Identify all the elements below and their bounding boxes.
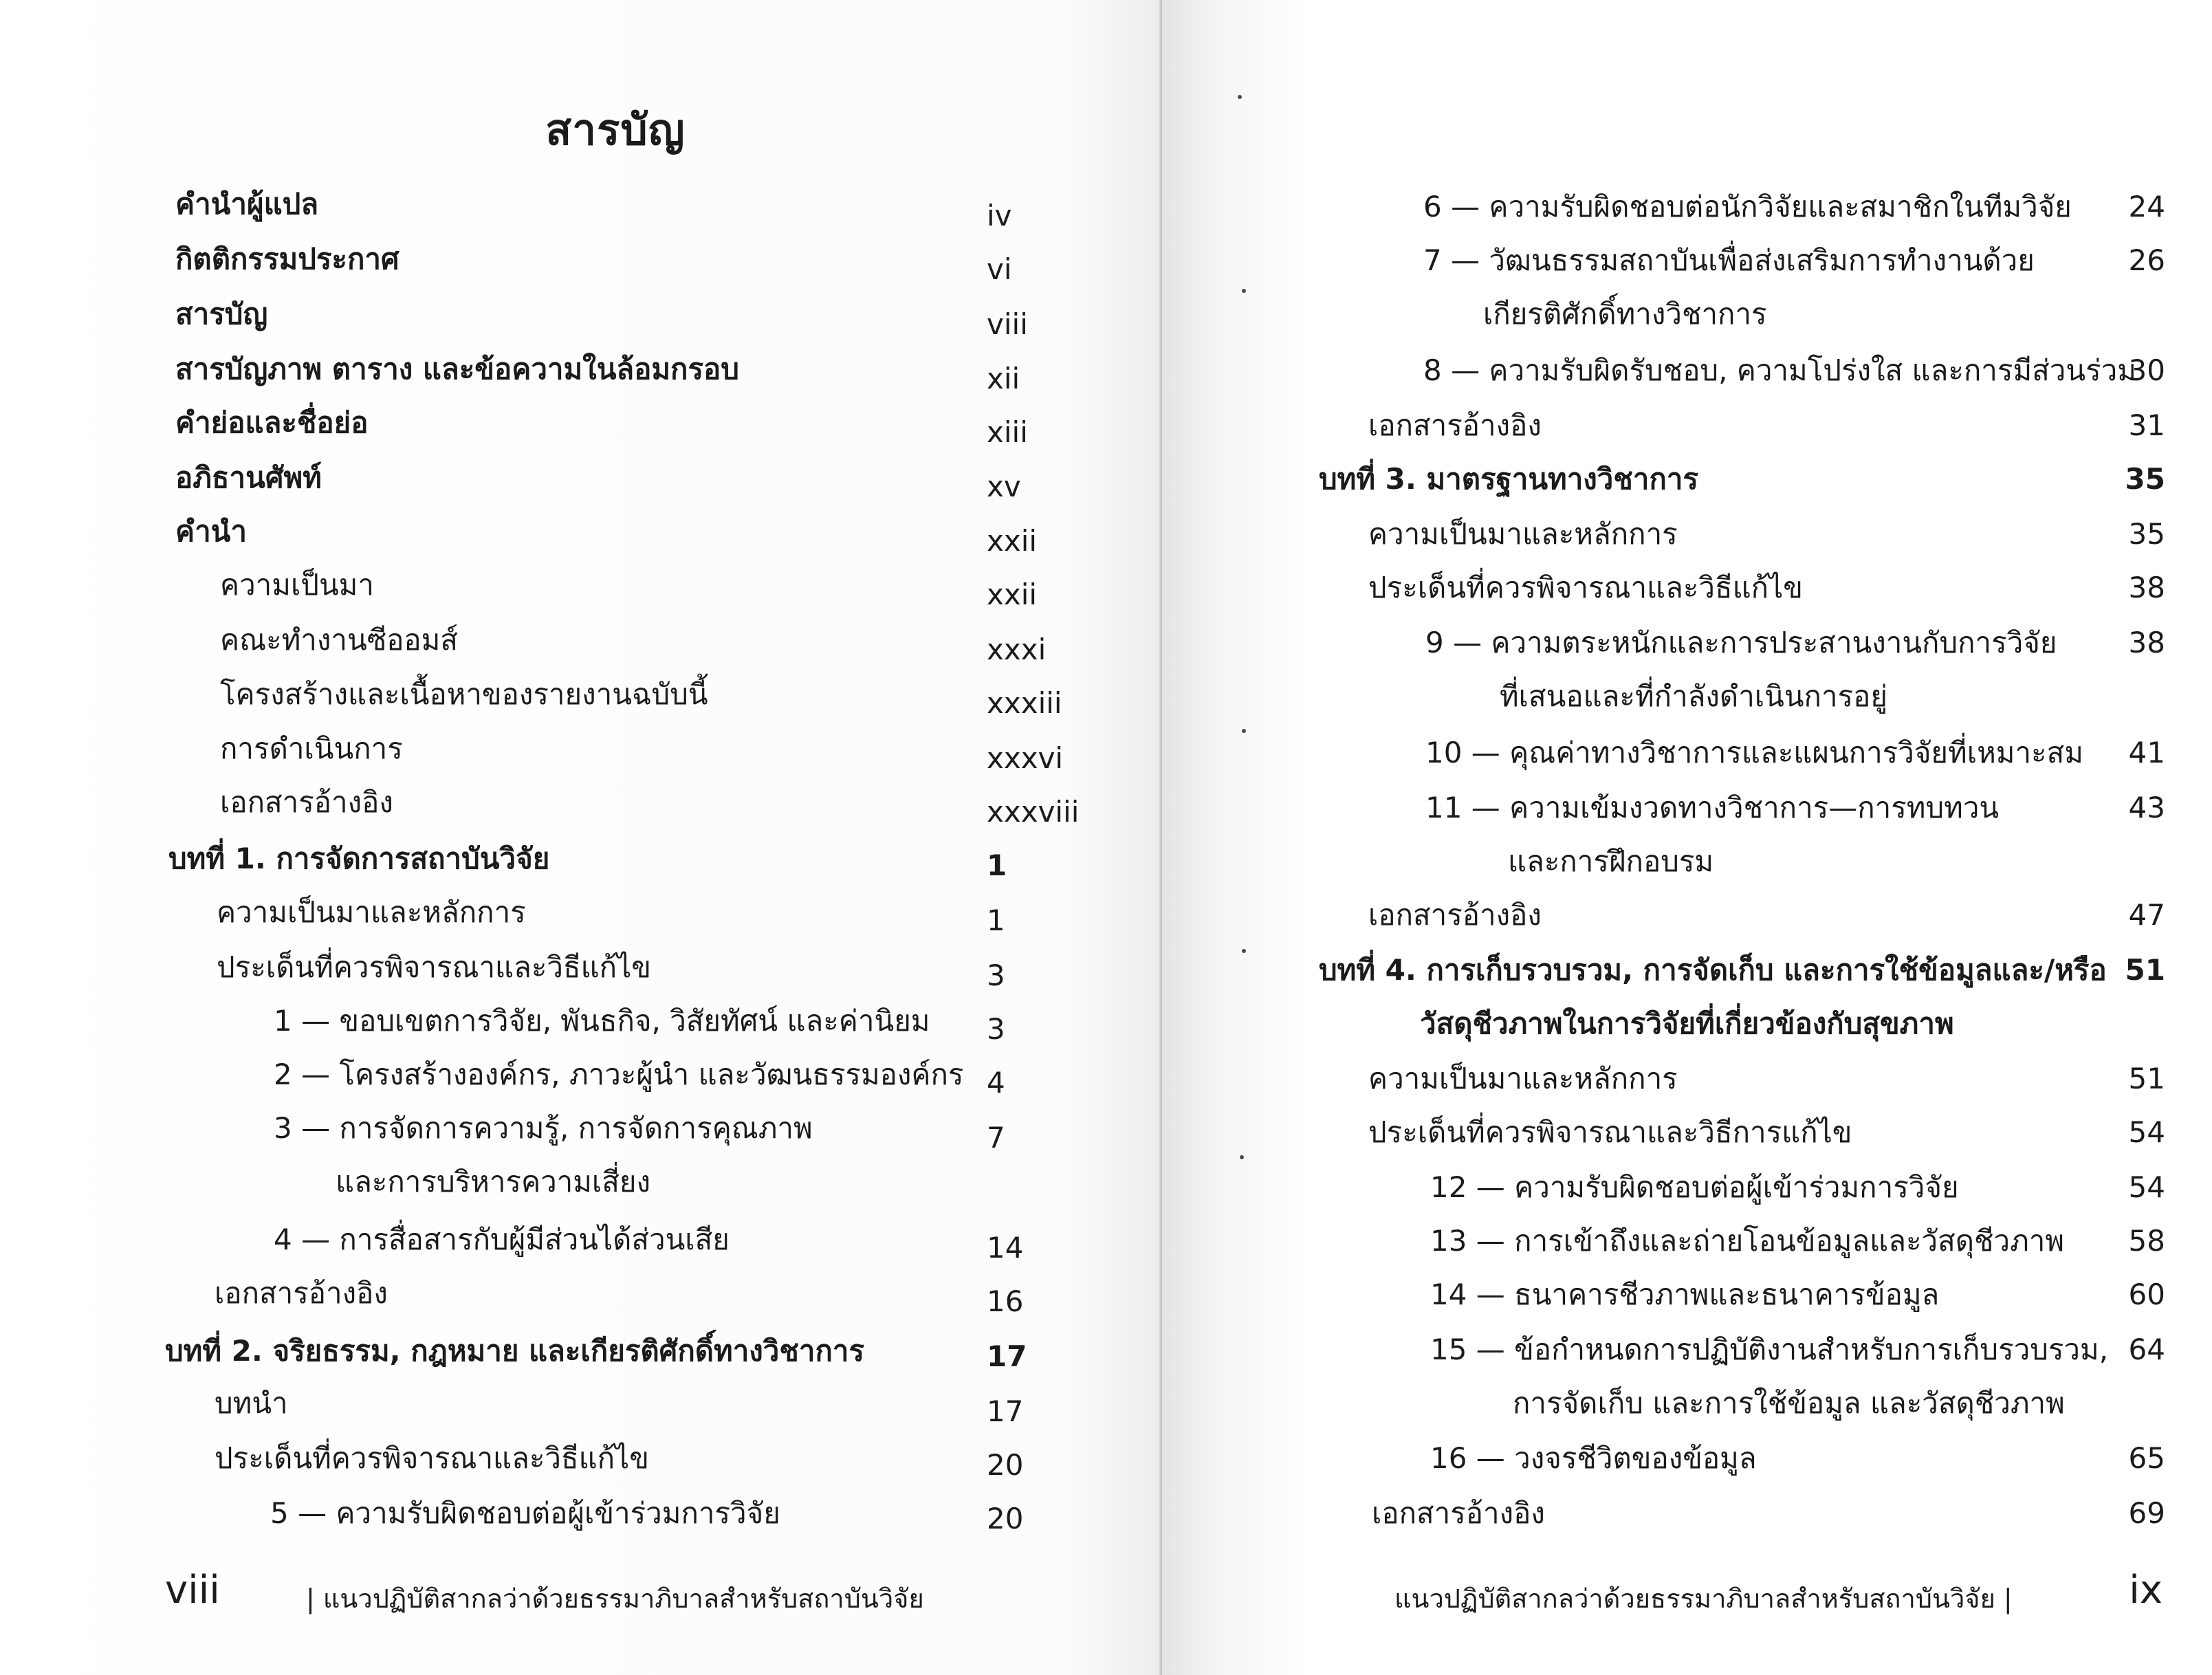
- toc-entry: ประเด็นที่ควรพิจารณาและวิธีแก้ไข: [1368, 571, 1803, 604]
- toc-page-number: 51: [2128, 1062, 2165, 1095]
- toc-entry: คำนำผู้แปล: [175, 187, 319, 221]
- toc-entry: 14 — ธนาคารชีวภาพและธนาคารข้อมูล: [1430, 1278, 1940, 1311]
- toc-page-number: xxxiii: [987, 686, 1062, 720]
- right-page: [1162, 0, 2212, 1675]
- page-number-footer: viii: [165, 1568, 220, 1612]
- toc-entry: [274, 1111, 813, 1199]
- toc-page-number: 41: [2128, 736, 2165, 769]
- scan-speck: [1242, 729, 1246, 733]
- toc-entry: ประเด็นที่ควรพิจารณาและวิธีแก้ไข: [217, 950, 651, 984]
- toc-page-number: 31: [2128, 408, 2165, 442]
- toc-entry-label: 11 — ความเข้มงวดทางวิชาการ—การทบทวน: [1425, 791, 2000, 824]
- toc-page-number: 17: [987, 1394, 1024, 1428]
- running-footer: แนวปฏิบัติสากลว่าด้วยธรรมาภิบาลสำหรับสถาบันวิจัย |: [1394, 1584, 2013, 1614]
- toc-entry: บทนำ: [215, 1386, 288, 1420]
- toc-entry: 13 — การเข้าถึงและถ่ายโอนข้อมูลและวัสดุชีวภาพ: [1430, 1224, 2065, 1258]
- toc-entry: เอกสารอ้างอิง: [220, 785, 393, 819]
- toc-page-number: 54: [2128, 1170, 2165, 1204]
- toc-page-number: 20: [987, 1448, 1024, 1482]
- toc-entry: คำนำ: [175, 514, 247, 548]
- toc-entry: สารบัญภาพ ตาราง และข้อความในล้อมกรอบ: [175, 352, 739, 386]
- toc-entry: เอกสารอ้างอิง: [1368, 408, 1542, 442]
- toc-page-number: 47: [2128, 898, 2165, 932]
- toc-entry: [1425, 791, 1999, 879]
- toc-page-number: 14: [987, 1231, 1024, 1265]
- toc-entry: ความเป็นมาและหลักการ: [1368, 1062, 1678, 1095]
- scan-speck: [1240, 1155, 1244, 1159]
- toc-entry: เอกสารอ้างอิง: [1372, 1496, 1545, 1530]
- toc-entry-label: 9 — ความตระหนักและการประสานงานกับการวิจัย: [1425, 626, 2057, 659]
- chapter-heading: บทที่ 3. มาตรฐานทางวิชาการ: [1319, 462, 1699, 496]
- toc-entry: 4 — การสื่อสารกับผู้มีส่วนได้ส่วนเสีย: [274, 1223, 730, 1256]
- scan-speck: [1242, 289, 1246, 293]
- toc-page-number: 35: [2128, 517, 2165, 551]
- toc-page-number: xv: [987, 470, 1021, 503]
- toc-entry: โครงสร้างและเนื้อหาของรายงานฉบับนี้: [220, 677, 708, 711]
- toc-entry-label: 15 — ข้อกำหนดการปฏิบัติงานสำหรับการเก็บรวบรวม,: [1430, 1333, 2109, 1366]
- toc-entry: เอกสารอ้างอิง: [215, 1276, 388, 1310]
- toc-page-number: 43: [2128, 791, 2165, 824]
- toc-entry: 12 — ความรับผิดชอบต่อผู้เข้าร่วมการวิจัย: [1430, 1170, 1959, 1204]
- toc-page-number: 1: [987, 849, 1007, 882]
- toc-page-number: 54: [2128, 1115, 2165, 1149]
- toc-entry-continuation: ที่เสนอและที่กำลังดำเนินการอยู่: [1500, 679, 1887, 713]
- toc-entry: 5 — ความรับผิดชอบต่อผู้เข้าร่วมการวิจัย: [270, 1496, 780, 1530]
- toc-page-number: 1: [987, 904, 1005, 937]
- running-footer: | แนวปฏิบัติสากลว่าด้วยธรรมาภิบาลสำหรับสถาบันวิจัย: [306, 1584, 924, 1614]
- toc-entry: [1430, 1333, 2108, 1421]
- toc-page-number: 26: [2128, 243, 2165, 277]
- toc-page-number: iv: [987, 199, 1012, 232]
- toc-page-number: xxxvi: [987, 741, 1064, 775]
- toc-page-number: 17: [987, 1339, 1027, 1373]
- toc-page-number: 4: [987, 1066, 1005, 1099]
- toc-entry: ประเด็นที่ควรพิจารณาและวิธีแก้ไข: [215, 1441, 649, 1475]
- toc-page-number: 30: [2128, 353, 2165, 387]
- chapter-heading: [1319, 953, 2107, 1041]
- toc-entry-continuation: การจัดเก็บ และการใช้ข้อมูล และวัสดุชีวภาพ: [1513, 1386, 2065, 1420]
- toc-page-number: 3: [987, 959, 1005, 992]
- toc-entry: 2 — โครงสร้างองค์กร, ภาวะผู้นำ และวัฒนธรรมองค์กร: [274, 1058, 964, 1091]
- toc-page-number: 16: [987, 1284, 1024, 1318]
- toc-entry-label: 7 — วัฒนธรรมสถาบันเพื่อส่งเสริมการทำงานด้วย: [1423, 243, 2035, 277]
- toc-entry: คำย่อและชื่อย่อ: [175, 406, 369, 439]
- toc-page-number: 35: [2125, 462, 2165, 496]
- scan-speck: [1238, 95, 1242, 99]
- toc-entry: เอกสารอ้างอิง: [1368, 898, 1542, 932]
- toc-page-number: xxxi: [987, 633, 1047, 666]
- toc-entry: ความเป็นมาและหลักการ: [217, 895, 526, 929]
- toc-entry: 10 — คุณค่าทางวิชาการและแผนการวิจัยที่เหมาะสม: [1425, 736, 2083, 769]
- chapter-heading: บทที่ 1. การจัดการสถาบันวิจัย: [168, 842, 550, 875]
- toc-entry-continuation: และการฝึกอบรม: [1508, 844, 1714, 878]
- toc-entry: 6 — ความรับผิดชอบต่อนักวิจัยและสมาชิกในทีมวิจัย: [1423, 190, 2072, 223]
- toc-entry-continuation: เกียรติศักดิ์ทางวิชาการ: [1483, 297, 1767, 331]
- toc-page-number: viii: [987, 307, 1028, 341]
- toc-entry: สารบัญ: [175, 297, 268, 331]
- toc-entry: [1423, 243, 2035, 331]
- toc-page-number: xiii: [987, 415, 1028, 449]
- toc-page-number: 38: [2128, 571, 2165, 604]
- toc-page-number: 24: [2128, 190, 2165, 223]
- toc-entry: กิตติกรรมประกาศ: [175, 242, 399, 276]
- scan-speck: [1242, 949, 1246, 953]
- toc-entry-continuation: วัสดุชีวภาพในการวิจัยที่เกี่ยวข้องกับสุขภาพ: [1420, 1007, 1954, 1040]
- toc-entry: การดำเนินการ: [220, 732, 403, 765]
- toc-entry-label: บทที่ 4. การเก็บรวบรวม, การจัดเก็บ และการใช้ข้อมูลและ/หรือ: [1319, 953, 2107, 987]
- toc-page-number: xxii: [987, 578, 1038, 611]
- toc-entry: คณะทำงานซีออมส์: [220, 623, 458, 657]
- toc-page-number: 64: [2128, 1333, 2165, 1366]
- toc-page-number: vi: [987, 252, 1012, 286]
- toc-page-number: 69: [2128, 1496, 2165, 1530]
- toc-page-number: 58: [2128, 1224, 2165, 1258]
- toc-entry: ความเป็นมา: [220, 568, 374, 602]
- toc-page-number: xii: [987, 362, 1020, 395]
- toc-page-number: xxii: [987, 524, 1038, 558]
- toc-entry: 1 — ขอบเขตการวิจัย, พันธกิจ, วิสัยทัศน์ และค่านิยม: [274, 1004, 930, 1038]
- toc-page-number: 65: [2128, 1441, 2165, 1475]
- toc-page-number: 60: [2128, 1278, 2165, 1311]
- toc-page-number: 3: [987, 1012, 1005, 1046]
- toc-entry: 16 — วงจรชีวิตของข้อมูล: [1430, 1441, 1757, 1475]
- toc-page-number: xxxviii: [987, 795, 1080, 829]
- page-number-footer: ix: [2129, 1568, 2162, 1612]
- chapter-heading: บทที่ 2. จริยธรรม, กฎหมาย และเกียรติศักดิ์ทางวิชาการ: [165, 1334, 865, 1368]
- toc-entry-label: 3 — การจัดการความรู้, การจัดการคุณภาพ: [274, 1111, 813, 1145]
- toc-page-number: 7: [987, 1121, 1005, 1154]
- toc-entry: [1425, 626, 2057, 714]
- toc-page-number: 38: [2128, 626, 2165, 659]
- toc-entry: ประเด็นที่ควรพิจารณาและวิธีการแก้ไข: [1368, 1115, 1852, 1149]
- toc-entry: 8 — ความรับผิดรับชอบ, ความโปร่งใส และการมีส่วนร่วม: [1423, 353, 2136, 387]
- toc-page-number: 20: [987, 1502, 1024, 1535]
- toc-entry-continuation: และการบริหารความเสี่ยง: [336, 1165, 651, 1198]
- toc-page-number: 51: [2125, 953, 2165, 987]
- toc-entry: ความเป็นมาและหลักการ: [1368, 517, 1678, 551]
- toc-entry: อภิธานศัพท์: [175, 461, 322, 494]
- page-title: สารบัญ: [545, 105, 686, 155]
